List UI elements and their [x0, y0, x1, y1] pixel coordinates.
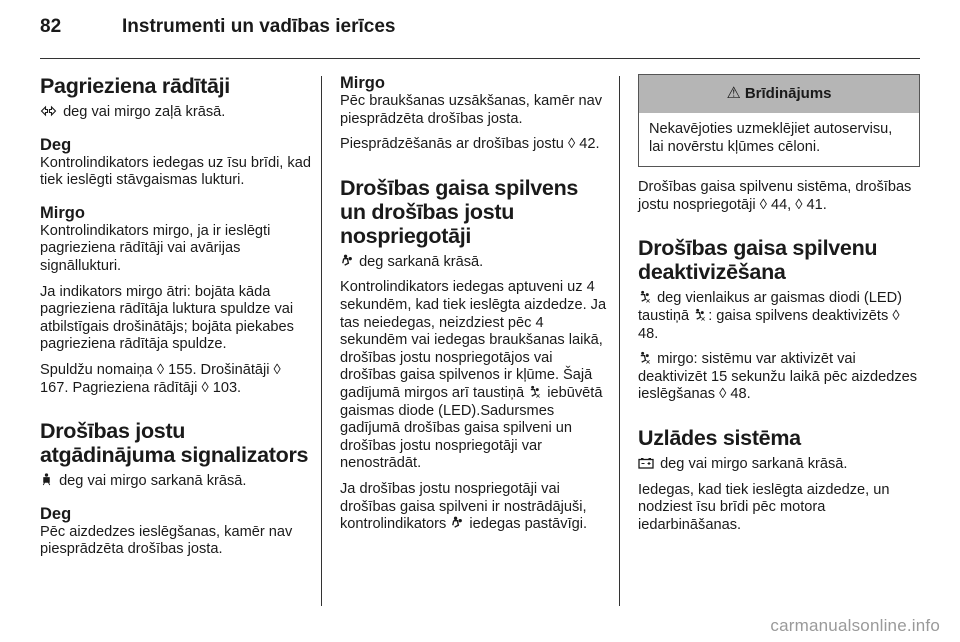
watermark: carmanualsonline.info — [770, 616, 940, 635]
airbag-off-icon — [638, 351, 651, 364]
column-1 — [40, 74, 312, 567]
airbag-off-icon — [528, 385, 541, 398]
deact-paragraph-2 — [638, 351, 920, 404]
header-divider — [40, 58, 920, 59]
heading-airbag: Drošības gaisa spilvens un drošības jostu nospriegotāji — [340, 175, 579, 248]
heading-airbag-deactivation: Drošības gaisa spilvenu deaktivizēšana — [638, 236, 878, 285]
airbag-paragraph-1 — [340, 279, 608, 473]
charge-intro — [638, 456, 920, 474]
warning-triangle-icon: ⚠ — [726, 85, 741, 102]
page-number: 82 — [40, 16, 62, 37]
warning-box — [638, 74, 920, 167]
airbag-off-icon — [638, 290, 651, 303]
airbag-p2b-text: iedegas pastāvīgi. — [469, 516, 588, 533]
airbag-p2a-text: Ja drošības jostu nospriegotāji vai drošības gaisa spilveni ir nostrādājuši, kontrolindikators — [340, 480, 587, 533]
airbag-system-ref: Drošības gaisa spilvenu sistēma, drošības jostu nospriegotāji ◊ 44, ◊ 41. — [638, 179, 912, 213]
airbag-intro-text: deg sarkanā krāsā. — [359, 253, 484, 270]
heading-mirgo-2: Mirgo — [340, 74, 385, 92]
deact-paragraph-1 — [638, 290, 920, 343]
column-divider-1 — [321, 76, 322, 606]
battery-icon — [638, 457, 654, 469]
column-3 — [638, 74, 920, 542]
deg-text: Kontrolindikators iedegas uz īsu brīdi, kad tiek ieslēgti stāvgaismas lukturi. — [40, 154, 311, 189]
page-header — [40, 16, 920, 50]
heading-seatbelt-reminder: Drošības jostu atgādinājuma signalizators — [40, 419, 309, 468]
references: Spuldžu nomaiņa ◊ 155. Drošinātāji ◊ 167. Pagrieziena rādītāji ◊ 103. — [40, 361, 281, 396]
seatbelt-ref: Piesprādzēšanās ar drošības jostu ◊ 42. — [340, 136, 600, 153]
deact-p2-text: mirgo: sistēmu var aktivizēt vai deaktivizēt 15 sekunžu laikā pēc aizdedzes ieslēgšanas ◊ 48. — [638, 351, 918, 403]
warning-header — [639, 75, 919, 113]
charge-paragraph: Iedegas, kad tiek ieslēgta aizdedze, un nodziest īsu brīdi pēc motora iedarbināšanas. — [638, 481, 890, 533]
airbag-p1b-text: iebūvētā gaismas diode (LED).Sadursmes gadījumā drošības gaisa spilveni un drošības jostu nospriegotāji var nenostrādāt. — [340, 384, 603, 472]
airbag-intro — [340, 254, 608, 272]
warning-body: Nekavējoties uzmeklējiet autoservisu, lai novērstu kļūmes cēloni. — [649, 121, 893, 155]
seatbelt-intro — [40, 473, 312, 491]
deg2-text: Pēc aizdedzes ieslēgšanas, kamēr nav piesprādzēta drošības josta. — [40, 523, 293, 558]
turn-signal-icon — [40, 105, 57, 117]
heading-turn-signals: Pagrieziena rādītāji — [40, 74, 230, 98]
heading-deg: Deg — [40, 135, 72, 154]
airbag-off-icon — [693, 308, 706, 321]
column-2 — [340, 74, 608, 542]
airbag-p1-text: Kontrolindikators iedegas aptuveni uz 4 sekundēm, kad tiek ieslēgta aizdedze. Ja tas neiedegas, neizdziest pēc 4 sekundēm vai iedegas braukšanas laikā, drošības jostu nospriegotājos vai drošības gaisa spilvenos ir kļūme. Šajā gadījumā mirgos arī taustiņā — [340, 279, 607, 401]
mirgo-text: Kontrolindikators mirgo, ja ir ieslēgti pagrieziena rādītāji vai avārijas signāllukturi. — [40, 222, 271, 274]
heading-charging-system: Uzlādes sistēma — [638, 425, 801, 450]
airbag-icon — [450, 516, 463, 529]
mirgo2-text: Pēc braukšanas uzsākšanas, kamēr nav piesprādzēta drošības josta. — [340, 93, 603, 127]
airbag-paragraph-2 — [340, 481, 608, 534]
column-divider-2 — [619, 76, 620, 606]
deact-p1a-text: deg vienlaikus ar gaismas diodi (LED) taustiņā — [638, 290, 903, 324]
airbag-icon — [340, 254, 353, 267]
seatbelt-icon — [40, 473, 53, 486]
turn-intro-text: deg vai mirgo zaļā krāsā. — [63, 104, 226, 120]
page-title: Instrumenti un vadības ierīces — [122, 16, 396, 37]
seatbelt-intro-text: deg vai mirgo sarkanā krāsā. — [59, 473, 247, 490]
heading-deg-2: Deg — [40, 504, 72, 523]
mirgo-text-2: Ja indikators mirgo ātri: bojāta kāda pagrieziena rādītāja luktura spuldze vai atbilstīgais drošinātājs; bojāta piekabes pagrieziena rādītāja spuldze. — [40, 283, 294, 353]
deact-p1b-text: : gaisa spilvens deaktivizēts ◊ 48. — [638, 307, 900, 342]
warning-title: Brīdinājums — [744, 85, 832, 102]
turn-intro — [40, 104, 312, 122]
heading-mirgo: Mirgo — [40, 203, 85, 222]
charge-intro-text: deg vai mirgo sarkanā krāsā. — [660, 455, 848, 472]
